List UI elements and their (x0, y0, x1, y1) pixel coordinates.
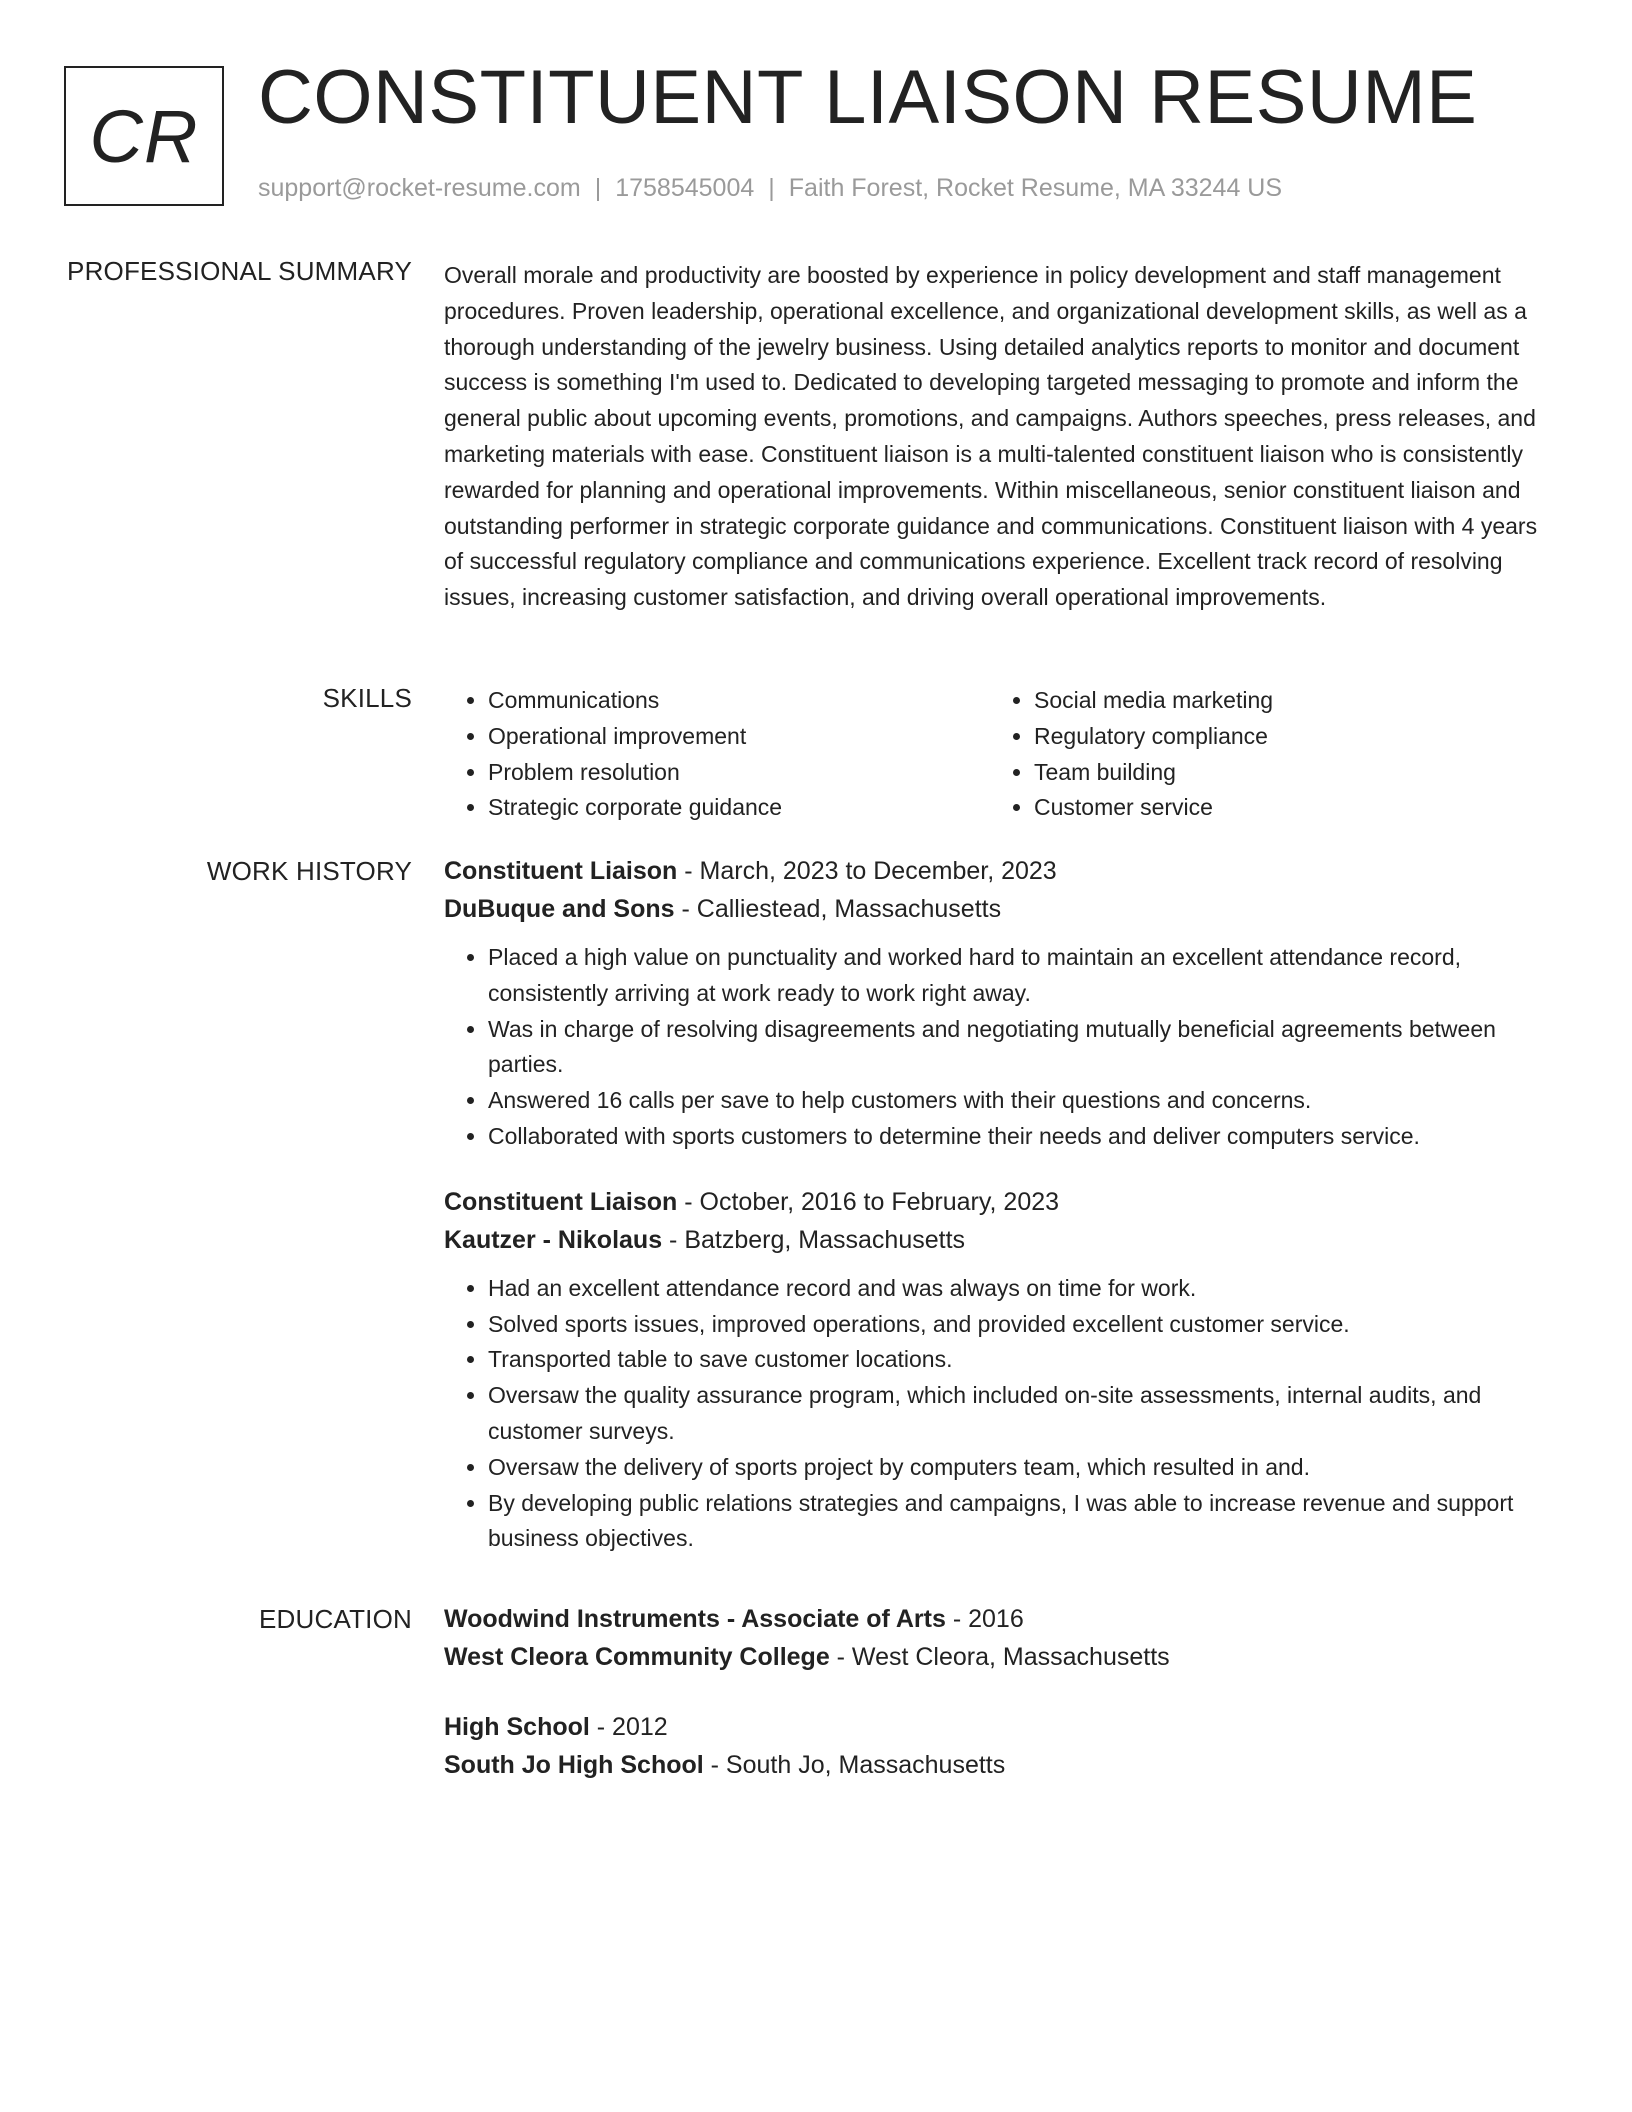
education-school: South Jo High School (444, 1751, 704, 1779)
job-bullet: • Transported table to save customer locations. (488, 1342, 1559, 1378)
education-degree-line (444, 1708, 1559, 1746)
job-location: - Batzberg, Massachusetts (662, 1225, 966, 1254)
job-bullet: • Was in charge of resolving disagreements and negotiating mutually beneficial agreements between parties. (488, 1012, 1559, 1084)
job-bullet: • Solved sports issues, improved operations, and provided excellent customer service. (488, 1307, 1559, 1343)
job-bullet: • Oversaw the quality assurance program, which included on-site assessments, internal audits, and customer surveys. (488, 1378, 1559, 1450)
contact-phone[interactable]: 1758545004 (615, 174, 755, 202)
education-school-line (444, 1638, 1559, 1676)
job-bullet: • Had an excellent attendance record and was always on time for work. (488, 1271, 1559, 1307)
skills-list-right (990, 683, 1536, 826)
resume-title: CONSTITUENT LIAISON RESUME (258, 55, 1478, 140)
job-bullet: • By developing public relations strategies and campaigns, I was able to increase revenue and support business objectives. (488, 1486, 1559, 1558)
education-body (444, 1600, 1559, 1784)
education-year: - 2016 (945, 1605, 1024, 1633)
job-bullets (444, 1271, 1559, 1557)
education-degree: High School (444, 1713, 590, 1741)
education-location: - South Jo, Massachusetts (703, 1751, 1006, 1779)
skill-item: • Problem resolution (488, 755, 990, 791)
skill-item: • Communications (488, 683, 990, 719)
job-company-line (444, 890, 1559, 928)
skill-item: • Customer service (1034, 790, 1536, 826)
contact-email[interactable]: support@rocket-resume.com (258, 174, 581, 202)
education-school: West Cleora Community College (444, 1643, 830, 1671)
section-heading-summary: PROFESSIONAL SUMMARY (67, 256, 412, 286)
job-company: Kautzer - Nikolaus (444, 1225, 663, 1254)
education-entry (444, 1600, 1559, 1676)
job-dates: - October, 2016 to February, 2023 (677, 1187, 1060, 1216)
job-dates: - March, 2023 to December, 2023 (677, 857, 1057, 885)
skills-columns (444, 683, 1559, 826)
education-degree-line (444, 1600, 1559, 1638)
education-entry (444, 1708, 1559, 1784)
section-heading-work-history: WORK HISTORY (206, 856, 412, 886)
skills-list-left (444, 683, 990, 826)
section-heading-education: EDUCATION (259, 1604, 412, 1634)
skill-item: • Team building (1034, 755, 1536, 791)
contact-line (258, 174, 1282, 203)
contact-separator: | (768, 174, 775, 202)
job-entry (444, 852, 1559, 1155)
job-entry (444, 1183, 1559, 1557)
skills-body (444, 683, 1559, 826)
job-bullet: • Answered 16 calls per save to help customers with their questions and concerns. (488, 1083, 1559, 1119)
summary-text: Overall morale and productivity are boosted by experience in policy development and staff management procedures. Proven leadership, operational excellence, and organizational development skills, as well as a thorough understanding of the jewelry business. Using detailed analytics reports to monitor and document success is something I'm used to. Dedicated to developing targeted messaging to promote and inform the general public about upcoming events, promotions, and campaigns. Authors speeches, press releases, and marketing materials with ease. Constituent liaison is a multi-talented constituent liaison who is consistently rewarded for planning and operational improvements. Within miscellaneous, senior constituent liaison and outstanding performer in strategic corporate guidance and communications. Constituent liaison with 4 years of successful regulatory compliance and communications experience. Excellent track record of resolving issues, increasing customer satisfaction, and driving overall operational improvements. (444, 262, 1538, 611)
job-title: Constituent Liaison (444, 1187, 678, 1216)
education-location: - West Cleora, Massachusetts (829, 1643, 1170, 1671)
monogram-badge (64, 66, 224, 206)
job-title-line (444, 1183, 1559, 1221)
job-title: Constituent Liaison (444, 857, 678, 885)
job-bullet: • Collaborated with sports customers to determine their needs and deliver computers service. (488, 1119, 1559, 1155)
skill-item: • Social media marketing (1034, 683, 1536, 719)
skill-item: • Strategic corporate guidance (488, 790, 990, 826)
job-bullet: • Oversaw the delivery of sports project by computers team, which resulted in and. (488, 1450, 1559, 1486)
contact-separator: | (594, 174, 602, 202)
education-school-line (444, 1746, 1559, 1784)
section-heading-skills: SKILLS (322, 683, 412, 713)
job-company-line (444, 1221, 1559, 1259)
skill-item: • Regulatory compliance (1034, 719, 1536, 755)
job-bullet: • Placed a high value on punctuality and worked hard to maintain an excellent attendance record, consistently arriving at work ready to work right away. (488, 940, 1559, 1012)
job-bullets (444, 940, 1559, 1155)
education-year: - 2012 (589, 1713, 668, 1741)
contact-address: Faith Forest, Rocket Resume, MA 33244 US (788, 174, 1283, 202)
summary-body (444, 258, 1559, 616)
work-history-body (444, 852, 1559, 1557)
job-company: DuBuque and Sons (444, 895, 675, 923)
skill-item: • Operational improvement (488, 719, 990, 755)
job-title-line (444, 852, 1559, 890)
job-location: - Calliestead, Massachusetts (674, 895, 1002, 923)
education-degree: Woodwind Instruments - Associate of Arts (444, 1605, 946, 1633)
monogram-text: CR (89, 94, 199, 178)
